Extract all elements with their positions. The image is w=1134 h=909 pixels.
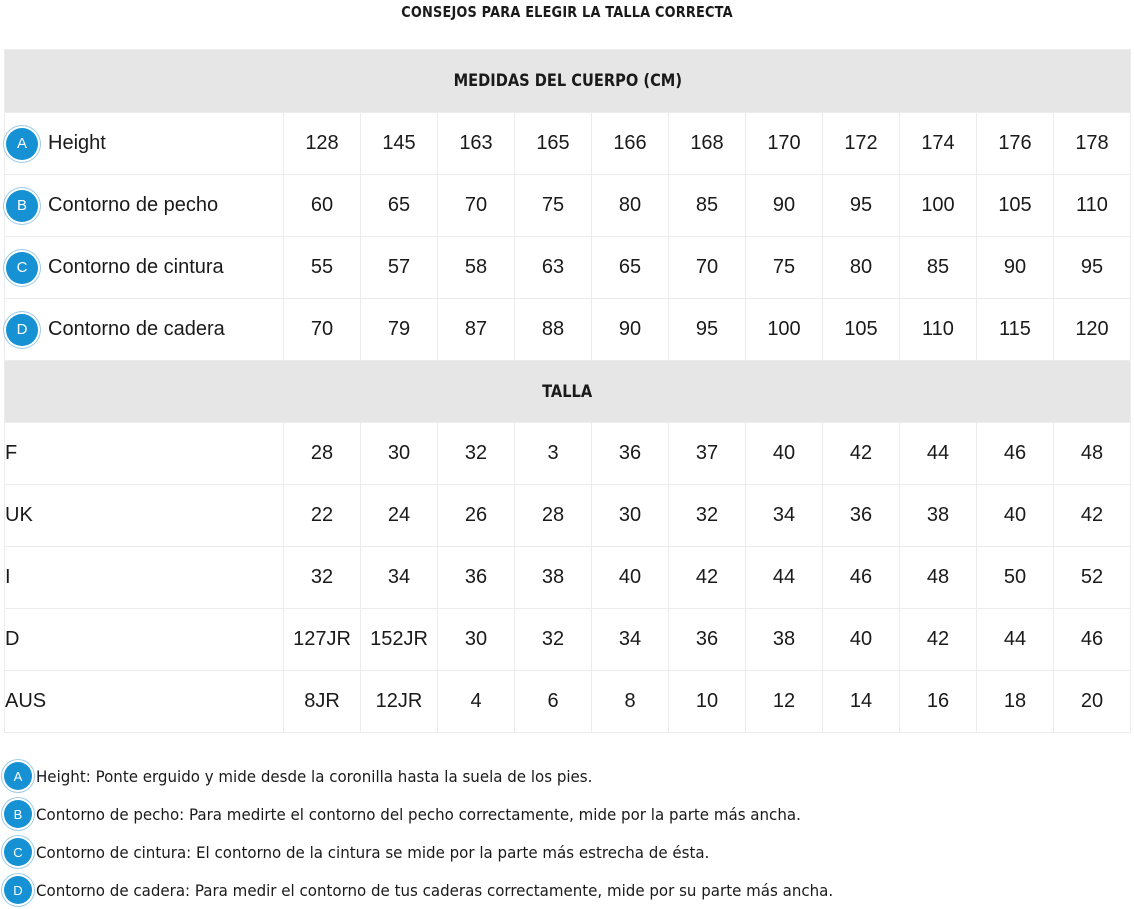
note-chest [4, 795, 1130, 833]
table-cell: 178 [1054, 113, 1131, 175]
table-cell: 174 [900, 113, 977, 175]
table-row [5, 237, 1131, 299]
page-title: CONSEJOS PARA ELEGIR LA TALLA CORRECTA [401, 3, 733, 21]
table-cell: 65 [592, 237, 669, 299]
table-cell: 166 [592, 113, 669, 175]
row-label-text: Height [48, 132, 106, 154]
table-cell: 28 [284, 423, 361, 485]
table-cell: 44 [900, 423, 977, 485]
table-cell: 46 [823, 547, 900, 609]
table-cell: 46 [1054, 609, 1131, 671]
row-label-chest [5, 175, 284, 237]
table-cell: 90 [592, 299, 669, 361]
table-cell: 24 [361, 485, 438, 547]
table-cell: 42 [900, 609, 977, 671]
table-cell: 95 [823, 175, 900, 237]
table-cell: 70 [669, 237, 746, 299]
table-cell: 88 [515, 299, 592, 361]
row-label-f: F [5, 423, 284, 485]
table-cell: 176 [977, 113, 1054, 175]
table-cell: 32 [284, 547, 361, 609]
table-cell: 10 [669, 671, 746, 733]
table-cell: 36 [823, 485, 900, 547]
table-cell: 165 [515, 113, 592, 175]
table-cell: 30 [361, 423, 438, 485]
table-cell: 30 [592, 485, 669, 547]
table-cell: 44 [746, 547, 823, 609]
table-row [5, 113, 1131, 175]
table-cell: 46 [977, 423, 1054, 485]
table-cell: 75 [515, 175, 592, 237]
table-cell: 163 [438, 113, 515, 175]
table-cell: 100 [746, 299, 823, 361]
table-cell: 12 [746, 671, 823, 733]
table-cell: 12JR [361, 671, 438, 733]
table-cell: 152JR [361, 609, 438, 671]
measurement-notes [4, 757, 1130, 909]
table-row [5, 547, 1131, 609]
table-cell: 100 [900, 175, 977, 237]
row-label-d: D [5, 609, 284, 671]
size-header-row [5, 361, 1131, 423]
table-cell: 40 [823, 609, 900, 671]
note-text: Contorno de cintura: El contorno de la cintura se mide por la parte más estrecha de ésta. [36, 842, 710, 862]
row-label-uk: UK [5, 485, 284, 547]
table-cell: 168 [669, 113, 746, 175]
note-hip [4, 871, 1130, 909]
table-row [5, 423, 1131, 485]
table-cell: 14 [823, 671, 900, 733]
row-label-waist [5, 237, 284, 299]
table-cell: 40 [977, 485, 1054, 547]
table-cell: 26 [438, 485, 515, 547]
table-cell: 105 [823, 299, 900, 361]
badge-a-icon: A [4, 762, 32, 790]
table-cell: 48 [1054, 423, 1131, 485]
table-cell: 34 [746, 485, 823, 547]
table-row [5, 175, 1131, 237]
badge-c-icon: C [6, 252, 38, 284]
table-cell: 120 [1054, 299, 1131, 361]
table-cell: 57 [361, 237, 438, 299]
table-cell: 40 [746, 423, 823, 485]
table-cell: 42 [1054, 485, 1131, 547]
table-cell: 32 [438, 423, 515, 485]
table-cell: 36 [669, 609, 746, 671]
body-measurements-header-row [5, 50, 1131, 113]
table-cell: 40 [592, 547, 669, 609]
table-cell: 60 [284, 175, 361, 237]
row-label-hip [5, 299, 284, 361]
table-cell: 32 [515, 609, 592, 671]
table-cell: 38 [746, 609, 823, 671]
table-cell: 52 [1054, 547, 1131, 609]
table-cell: 95 [669, 299, 746, 361]
table-cell: 44 [977, 609, 1054, 671]
table-cell: 34 [592, 609, 669, 671]
table-cell: 58 [438, 237, 515, 299]
table-cell: 65 [361, 175, 438, 237]
table-cell: 8JR [284, 671, 361, 733]
table-cell: 90 [977, 237, 1054, 299]
table-cell: 48 [900, 547, 977, 609]
table-cell: 55 [284, 237, 361, 299]
table-cell: 32 [669, 485, 746, 547]
table-cell: 128 [284, 113, 361, 175]
badge-d-icon: D [6, 314, 38, 346]
table-cell: 36 [592, 423, 669, 485]
table-cell: 85 [669, 175, 746, 237]
table-cell: 70 [438, 175, 515, 237]
row-label-i: I [5, 547, 284, 609]
size-header: TALLA [5, 361, 1131, 423]
table-cell: 37 [669, 423, 746, 485]
table-cell: 110 [900, 299, 977, 361]
table-row [5, 671, 1131, 733]
table-cell: 20 [1054, 671, 1131, 733]
badge-b-icon: B [4, 800, 32, 828]
table-cell: 3 [515, 423, 592, 485]
row-label-height [5, 113, 284, 175]
table-cell: 16 [900, 671, 977, 733]
table-cell: 105 [977, 175, 1054, 237]
table-cell: 110 [1054, 175, 1131, 237]
table-cell: 145 [361, 113, 438, 175]
note-waist [4, 833, 1130, 871]
note-height [4, 757, 1130, 795]
table-cell: 34 [361, 547, 438, 609]
table-row [5, 609, 1131, 671]
table-cell: 79 [361, 299, 438, 361]
table-cell: 42 [823, 423, 900, 485]
table-row [5, 485, 1131, 547]
table-cell: 28 [515, 485, 592, 547]
table-cell: 85 [900, 237, 977, 299]
badge-d-icon: D [4, 876, 32, 904]
badge-a-icon: A [6, 128, 38, 160]
table-cell: 87 [438, 299, 515, 361]
table-cell: 36 [438, 547, 515, 609]
table-cell: 127JR [284, 609, 361, 671]
table-cell: 42 [669, 547, 746, 609]
table-cell: 170 [746, 113, 823, 175]
table-cell: 6 [515, 671, 592, 733]
row-label-text: Contorno de cintura [48, 256, 224, 278]
note-text: Contorno de pecho: Para medirte el contorno del pecho correctamente, mide por la parte más ancha. [36, 804, 801, 824]
table-cell: 38 [515, 547, 592, 609]
badge-c-icon: C [4, 838, 32, 866]
row-label-aus: AUS [5, 671, 284, 733]
table-cell: 63 [515, 237, 592, 299]
table-cell: 18 [977, 671, 1054, 733]
table-cell: 75 [746, 237, 823, 299]
table-cell: 95 [1054, 237, 1131, 299]
row-label-text: Contorno de cadera [48, 318, 225, 340]
table-cell: 8 [592, 671, 669, 733]
table-cell: 80 [592, 175, 669, 237]
badge-b-icon: B [6, 190, 38, 222]
body-measurements-header: MEDIDAS DEL CUERPO (CM) [5, 50, 1131, 113]
table-cell: 90 [746, 175, 823, 237]
table-cell: 50 [977, 547, 1054, 609]
table-cell: 4 [438, 671, 515, 733]
table-cell: 38 [900, 485, 977, 547]
row-label-text: Contorno de pecho [48, 194, 219, 216]
size-table [4, 49, 1131, 733]
table-cell: 80 [823, 237, 900, 299]
table-cell: 172 [823, 113, 900, 175]
table-row [5, 299, 1131, 361]
table-cell: 22 [284, 485, 361, 547]
note-text: Height: Ponte erguido y mide desde la coronilla hasta la suela de los pies. [36, 766, 593, 786]
table-cell: 115 [977, 299, 1054, 361]
table-cell: 70 [284, 299, 361, 361]
note-text: Contorno de cadera: Para medir el contorno de tus caderas correctamente, mide por su parte más ancha. [36, 880, 834, 900]
table-cell: 30 [438, 609, 515, 671]
